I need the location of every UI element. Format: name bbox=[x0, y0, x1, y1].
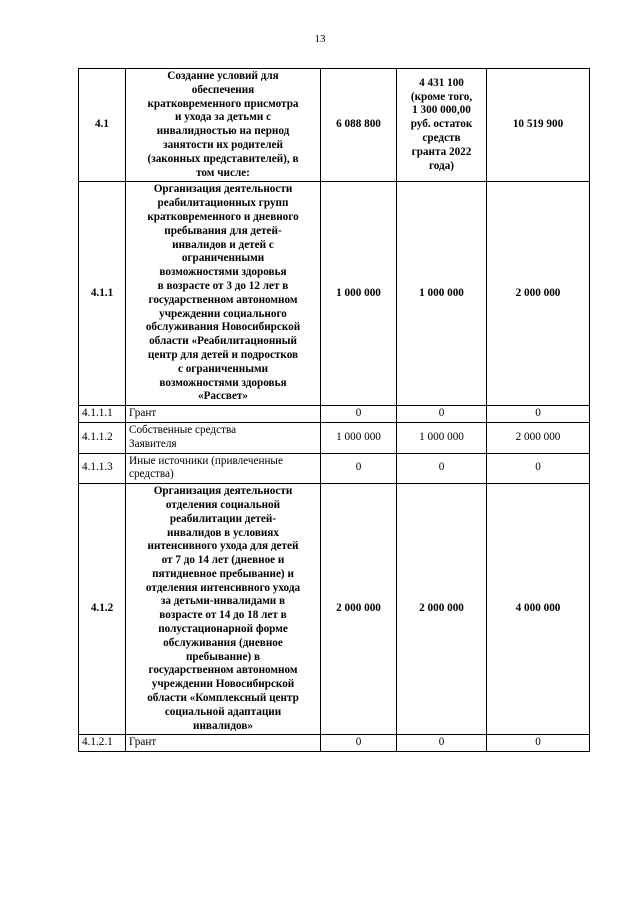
cell-text-line: и ухода за детьми с bbox=[174, 111, 272, 124]
cell-text-line: 1 300 000,00 bbox=[412, 104, 471, 117]
cell-text-line: 1 000 000 bbox=[419, 286, 464, 299]
table-row bbox=[79, 422, 590, 453]
cell-text-line: обеспечения bbox=[191, 83, 255, 96]
cell-text-line: Организация деятельности bbox=[153, 485, 293, 498]
page-number: 13 bbox=[314, 33, 326, 45]
item-number: 4.1.1 bbox=[90, 286, 114, 299]
cell-text-line: реабилитации детей- bbox=[169, 512, 277, 525]
cell-text-line: 4 431 100 bbox=[419, 76, 464, 89]
cell-text-line: реабилитационных групп bbox=[157, 197, 289, 210]
cell-text-line: 0 bbox=[535, 736, 541, 749]
cell-text-line: Создание условий для bbox=[167, 70, 279, 82]
item-number: 4.1.1.2 bbox=[82, 430, 113, 443]
value-total-cell bbox=[487, 484, 590, 735]
item-number: 4.1.2.1 bbox=[82, 736, 113, 749]
cell-text-line: с ограниченными bbox=[177, 362, 269, 375]
cell-text-line: центр для детей и подростков bbox=[147, 348, 299, 361]
cell-text-line: 1 000 000 bbox=[336, 286, 381, 299]
cell-text-line: Грант bbox=[129, 407, 157, 420]
cell-text-line: возрасте от 14 до 18 лет в bbox=[159, 609, 287, 622]
cell-text-line: 6 088 800 bbox=[336, 118, 381, 131]
table-row bbox=[79, 453, 590, 484]
cell-text-line: (кроме того, bbox=[410, 90, 473, 103]
cell-text-line: Собственные средства bbox=[129, 423, 237, 436]
cell-text-line: от 7 до 14 лет (дневное и bbox=[161, 554, 285, 567]
value-total-cell bbox=[487, 735, 590, 752]
item-name-cell bbox=[126, 69, 321, 182]
item-number: 4.1.1.3 bbox=[82, 461, 113, 474]
item-number: 4.1.1.1 bbox=[82, 407, 113, 420]
cell-text-line: области «Реабилитационный bbox=[149, 335, 297, 348]
cell-text-line: пребывание) в bbox=[185, 650, 261, 663]
item-name-cell bbox=[126, 453, 321, 484]
cell-text-line: 0 bbox=[438, 407, 445, 420]
value-col2-cell bbox=[397, 453, 487, 484]
cell-text-line: ограниченными bbox=[181, 252, 265, 265]
cell-text-line: социальной адаптации bbox=[164, 705, 282, 718]
item-number-cell bbox=[79, 735, 126, 752]
cell-text-line: в возрасте от 3 до 12 лет в bbox=[157, 279, 289, 292]
cell-text-line: возможностями здоровья bbox=[159, 266, 287, 279]
cell-text-line: 2 000 000 bbox=[419, 602, 464, 615]
item-name-cell bbox=[126, 182, 321, 406]
value-total-cell bbox=[487, 69, 590, 182]
cell-text-line: 4 000 000 bbox=[515, 602, 561, 615]
item-number-cell bbox=[79, 182, 126, 406]
value-col2-cell bbox=[397, 735, 487, 752]
budget-table bbox=[78, 68, 590, 752]
cell-text-line: года) bbox=[428, 159, 455, 172]
item-number-cell bbox=[79, 69, 126, 182]
value-total-cell bbox=[487, 182, 590, 406]
cell-text-line: (законных представителей), в bbox=[147, 152, 299, 165]
value-col1-cell bbox=[321, 182, 397, 406]
table-row bbox=[79, 406, 590, 423]
value-col2-cell bbox=[397, 182, 487, 406]
value-col1-cell bbox=[321, 484, 397, 735]
item-number-cell bbox=[79, 422, 126, 453]
table-row bbox=[79, 69, 590, 182]
cell-text-line: инвалидов» bbox=[193, 719, 253, 732]
value-col2-cell bbox=[397, 484, 487, 735]
cell-text-line: гранта 2022 bbox=[411, 145, 472, 158]
cell-text-line: возможностями здоровья bbox=[159, 376, 287, 389]
cell-text-line: 2 000 000 bbox=[515, 430, 561, 443]
cell-text-line: пятидневное пребывание) и bbox=[152, 567, 294, 580]
cell-text-line: отделения социальной bbox=[165, 498, 281, 511]
cell-text-line: учреждении социального bbox=[159, 307, 287, 320]
cell-text-line: «Рассвет» bbox=[197, 390, 249, 403]
value-col2-cell bbox=[397, 422, 487, 453]
value-col1-cell bbox=[321, 422, 397, 453]
item-name-cell bbox=[126, 484, 321, 735]
cell-text-line: обслуживания (дневное bbox=[163, 636, 283, 649]
cell-text-line: инвалидов в условиях bbox=[167, 526, 279, 539]
cell-text-line: 0 bbox=[355, 461, 362, 474]
cell-text-line: инвалидностью на период bbox=[156, 125, 290, 138]
cell-text-line: занятости их родителей bbox=[163, 138, 283, 151]
cell-text-line: 1 000 000 bbox=[336, 430, 381, 443]
item-number: 4.1.2 bbox=[90, 602, 114, 615]
cell-text-line: 0 bbox=[355, 407, 362, 420]
cell-text-line: том числе: bbox=[196, 166, 250, 179]
cell-text-line: 2 000 000 bbox=[336, 602, 381, 615]
cell-text-line: 0 bbox=[438, 736, 445, 749]
cell-text-line: государственном автономном bbox=[148, 293, 298, 306]
value-col2-cell bbox=[397, 69, 487, 182]
cell-text-line: Заявителя bbox=[129, 437, 177, 450]
cell-text-line: 0 bbox=[535, 407, 541, 420]
item-number-cell bbox=[79, 484, 126, 735]
value-total-cell bbox=[487, 453, 590, 484]
cell-text-line: отделения интенсивного ухода bbox=[145, 581, 301, 594]
cell-text-line: интенсивного ухода для детей bbox=[147, 540, 299, 553]
value-col1-cell bbox=[321, 735, 397, 752]
cell-text-line: учреждении Новосибирской bbox=[151, 678, 295, 691]
item-name-cell bbox=[126, 422, 321, 453]
cell-text-line: кратковременного присмотра bbox=[147, 97, 299, 110]
cell-text-line: руб. остаток bbox=[410, 118, 473, 131]
cell-text-line: обслуживания Новосибирской bbox=[145, 321, 301, 334]
cell-text-line: государственном автономном bbox=[148, 664, 298, 677]
value-col1-cell bbox=[321, 406, 397, 423]
table-row bbox=[79, 735, 590, 752]
table-row bbox=[79, 484, 590, 735]
cell-text-line: Иные источники (привлеченные bbox=[129, 454, 283, 467]
cell-text-line: средства) bbox=[129, 468, 174, 481]
cell-text-line: 0 bbox=[438, 461, 445, 474]
value-col1-cell bbox=[321, 69, 397, 182]
item-number-cell bbox=[79, 406, 126, 423]
cell-text-line: 10 519 900 bbox=[512, 118, 564, 131]
item-number: 4.1 bbox=[95, 118, 109, 131]
value-col2-cell bbox=[397, 406, 487, 423]
value-total-cell bbox=[487, 406, 590, 423]
cell-text-line: средств bbox=[422, 132, 461, 145]
cell-text-line: инвалидов и детей с bbox=[172, 238, 274, 251]
table-row bbox=[79, 182, 590, 406]
cell-text-line: 0 bbox=[535, 461, 541, 474]
cell-text-line: полустационарной форме bbox=[158, 623, 288, 636]
cell-text-line: 1 000 000 bbox=[419, 430, 464, 443]
cell-text-line: кратковременного и дневного bbox=[147, 210, 299, 223]
cell-text-line: 2 000 000 bbox=[515, 286, 561, 299]
value-total-cell bbox=[487, 422, 590, 453]
cell-text-line: пребывания для детей- bbox=[164, 224, 282, 237]
cell-text-line: Грант bbox=[129, 736, 157, 749]
cell-text-line: области «Комплексный центр bbox=[147, 692, 299, 705]
item-name-cell bbox=[126, 406, 321, 423]
cell-text-line: Организация деятельности bbox=[153, 183, 293, 196]
cell-text-line: за детьми-инвалидами в bbox=[160, 595, 286, 608]
value-col1-cell bbox=[321, 453, 397, 484]
item-name-cell bbox=[126, 735, 321, 752]
item-number-cell bbox=[79, 453, 126, 484]
cell-text-line: 0 bbox=[355, 736, 362, 749]
